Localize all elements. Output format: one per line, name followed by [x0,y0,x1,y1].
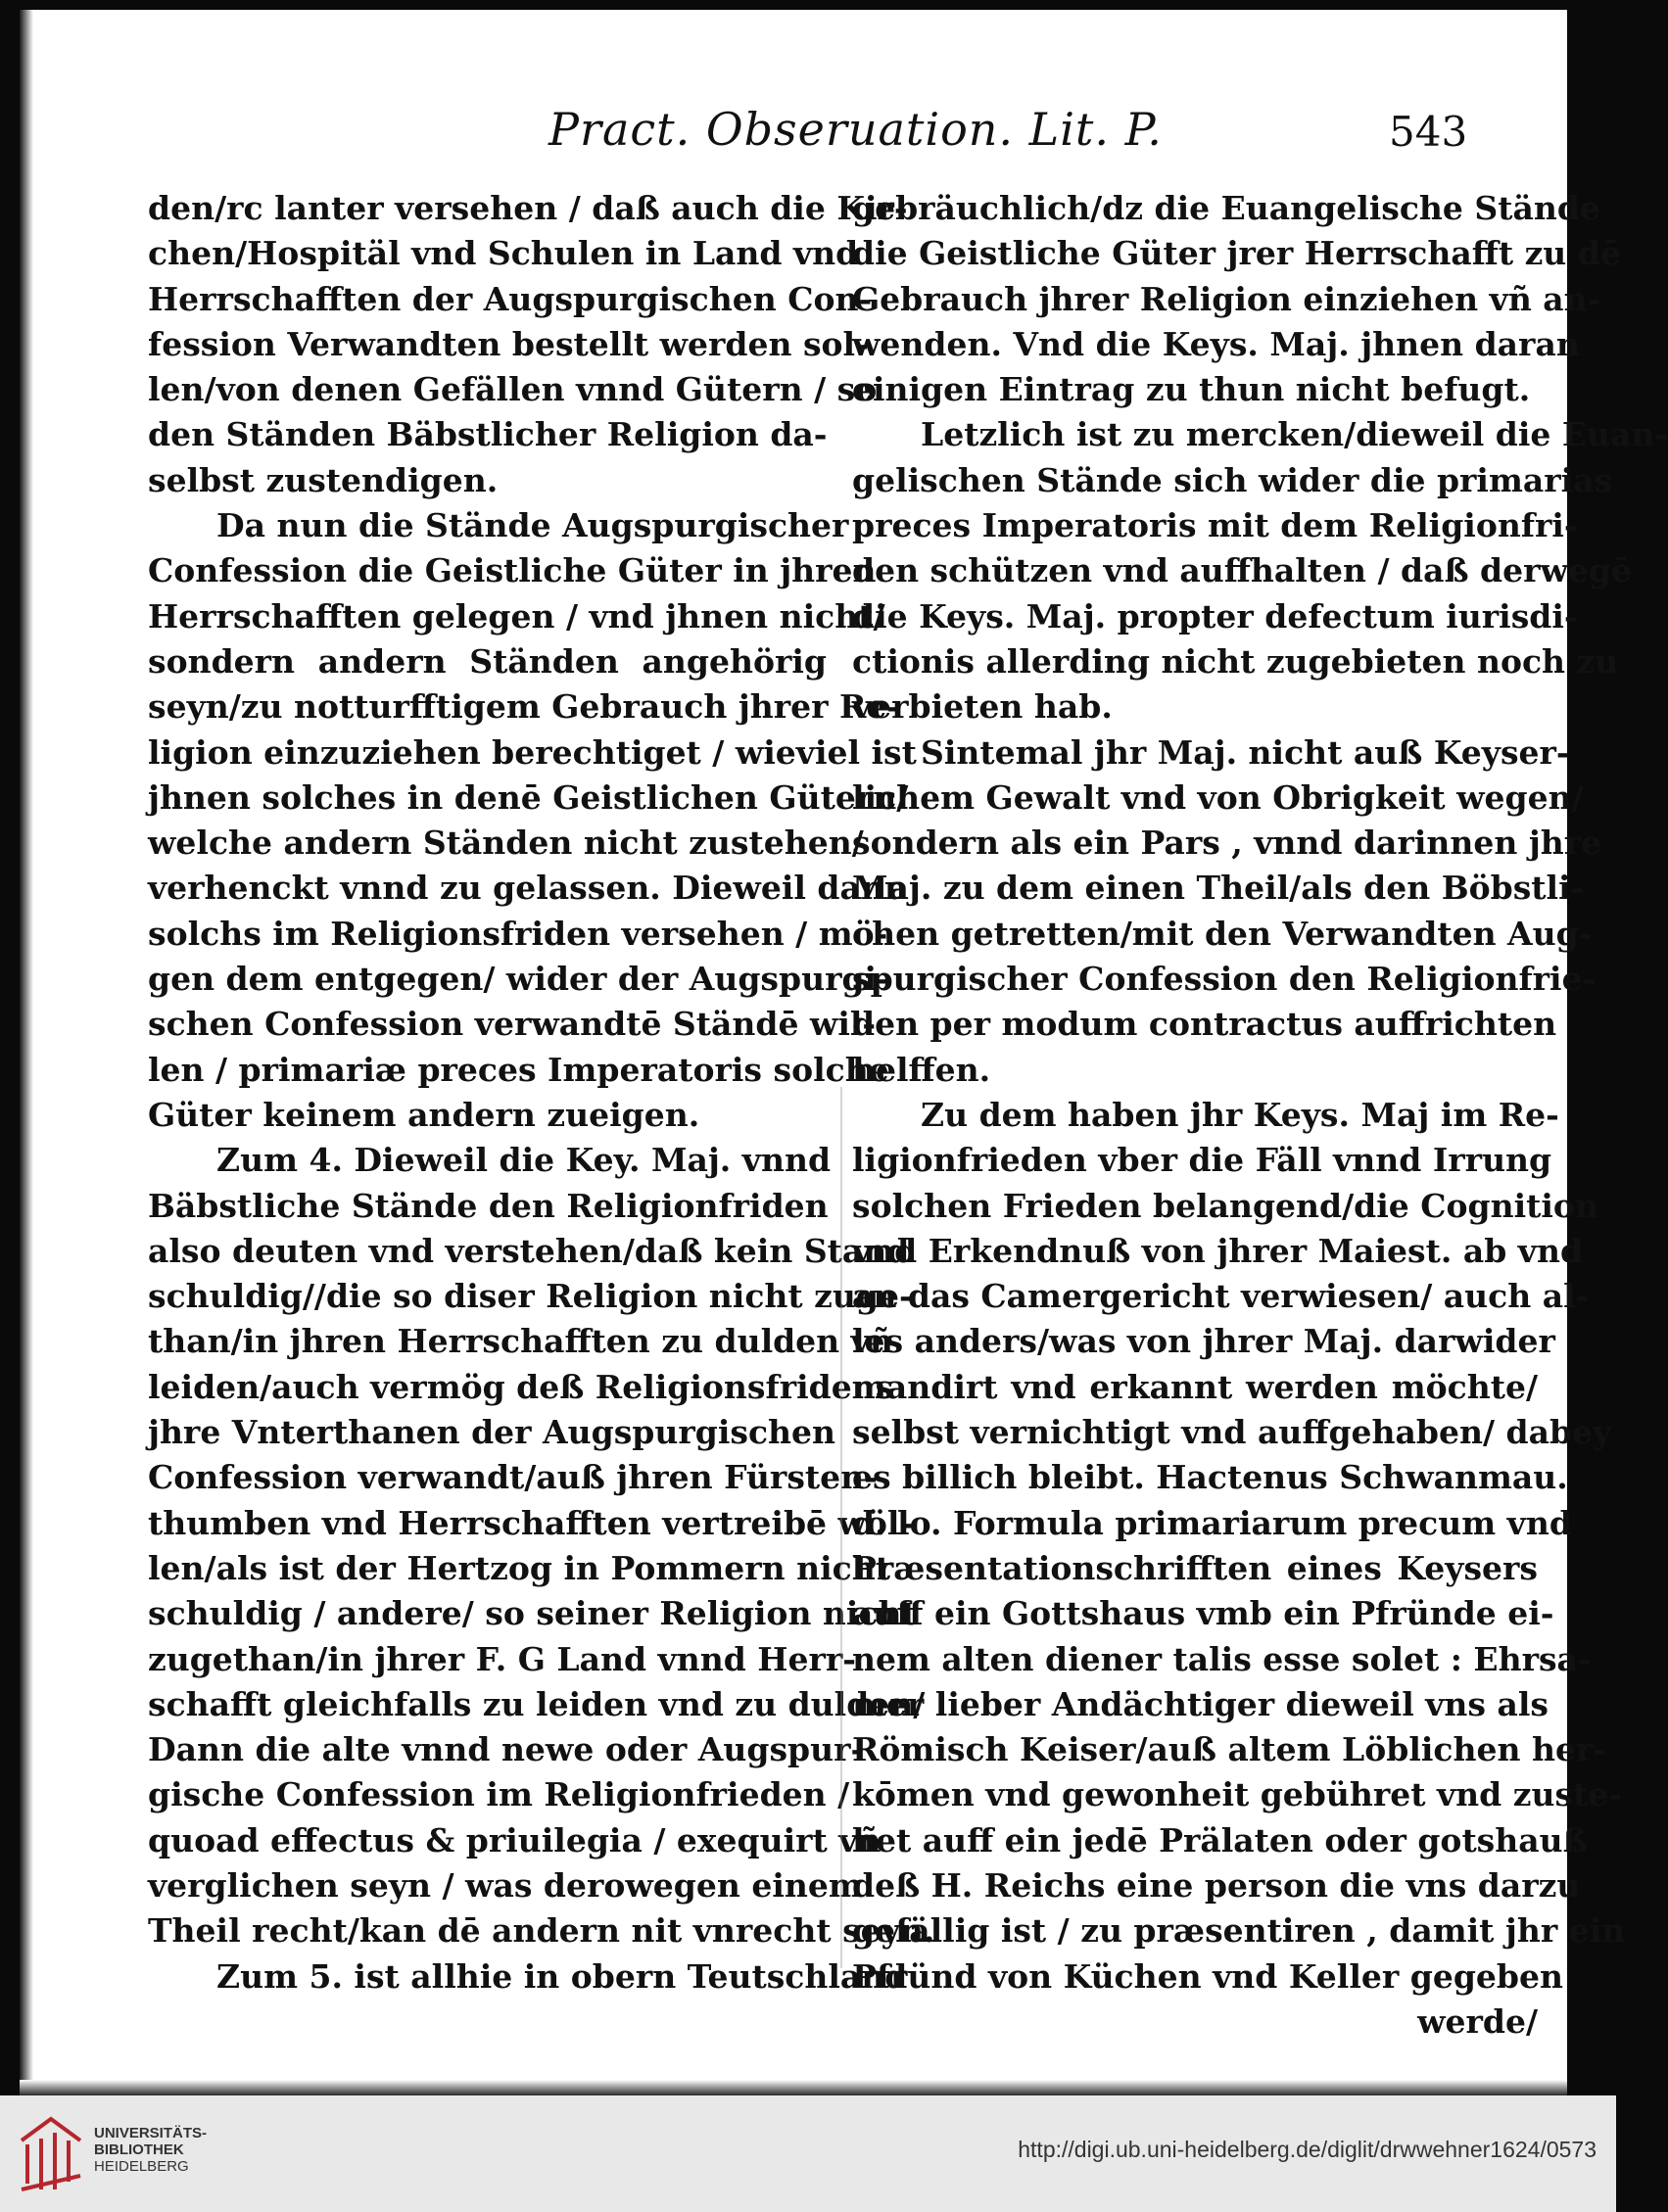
text-line: einigen Eintrag zu thun nicht befugt. [852,370,1531,409]
text-line: auff ein Gottshaus vmb ein Pfründe ei- [852,1594,1554,1633]
right-text-column [852,186,1668,2045]
text-line: ligion einzuziehen berechtiget / wieviel ist [148,732,917,772]
library-name-line-1: UNIVERSITÄTS- [94,2125,208,2141]
text-line: than/in jhren Herrschafften zu dulden vñ [148,1322,893,1361]
text-line: den schützen vnd auffhalten / daß derwegē [852,551,1632,590]
text-line: verhenckt vnnd zu gelassen. Dieweil dann [148,869,908,908]
text-line: schafft gleichfalls zu leiden vnd zu dulden/ [148,1684,926,1723]
text-line: Herrschafften der Augspurgischen Con- [148,279,873,318]
text-line: gische Confession im Religionfrieden / [148,1775,850,1814]
text-line: Römisch Keiser/auß altem Löblichen her- [852,1730,1607,1769]
text-line: schuldig / andere/ so seiner Religion nicht [148,1594,917,1633]
text-line: Gebrauch jhrer Religion einziehen vñ an- [852,279,1601,318]
text-line: preces Imperatoris mit dem Religionfri- [852,506,1578,545]
text-line: an das Camergericht verwiesen/ auch al- [852,1277,1590,1316]
text-line: len / primariæ preces Imperatoris solche [148,1050,889,1089]
text-line: Da nun die Stände Augspurgischer [216,506,849,545]
text-line: also deuten vnd verstehen/daß kein Stand [148,1231,910,1270]
text-line: solchs im Religionsfriden versehen / mö- [148,914,888,953]
text-line: het auff ein jedē Prälaten oder gotshauß [852,1820,1588,1859]
text-line: helffen. [852,1050,991,1089]
text-line: sondern andern Ständen angehörig [148,641,827,681]
column-divider [840,1087,842,1968]
text-line: d. lo. Formula primariarum precum vnd [852,1503,1572,1542]
viewer-footer [0,2095,1616,2212]
text-line: den Ständen Bäbstlicher Religion da- [148,415,828,454]
text-line: lichem Gewalt vnd von Obrigkeit wegen/ [852,777,1584,817]
text-line: Herrschafften gelegen / vnd jhnen nicht/ [148,596,885,635]
page-number: 543 [1389,108,1468,156]
text-line: Pfründ von Küchen vnd Keller gegeben [852,1956,1563,1996]
university-library-logo-icon[interactable] [16,2111,86,2195]
text-line: verbieten hab. [852,687,1113,727]
text-line: len/von denen Gefällen vnnd Gütern / so [148,370,878,409]
text-line: seyn/zu notturfftigem Gebrauch jhrer Re- [148,687,901,727]
text-line: solchen Frieden belangend/die Cognition [852,1186,1598,1225]
library-name[interactable] [94,2125,207,2175]
text-line: verglichen seyn / was derowegen einem [148,1865,863,1905]
text-line: ctionis allerding nicht zugebieten noch zu [852,641,1619,681]
text-line: Zu dem haben jhr Keys. Maj im Re- [921,1095,1559,1134]
text-line: spurgischer Confession den Religionfrie- [852,960,1597,999]
library-name-line-3: HEIDELBERG [94,2158,189,2175]
text-line: Maj. zu dem einen Theil/als den Böbstli- [852,869,1585,908]
page-bottom-shadow [20,2080,1567,2095]
text-line: nem alten diener talis esse solet : Ehrsa- [852,1639,1592,1678]
text-line: thumben vnd Herrschafften vertreibē wöl- [148,1503,914,1542]
binding-shadow [20,10,33,2095]
text-line: die Geistliche Güter jrer Herrschafft zu dē [852,234,1621,273]
text-line: gefällig ist / zu præsentiren , damit jhr ein [852,1911,1626,1951]
text-line: Confession verwandt/auß jhren Fürsten- [148,1458,878,1497]
text-line: quoad effectus & priuilegia / exequirt vñ [148,1820,882,1859]
text-line: les anders/was von jhrer Maj. darwider [852,1322,1555,1361]
text-line: werde/ [1417,2001,1538,2041]
text-line: welche andern Ständen nicht zustehen/ [148,824,864,863]
text-line: selbst zustendigen. [148,460,499,499]
text-line: gelischen Stände sich wider die primarias [852,460,1613,499]
text-line: Bäbstliche Stände den Religionfriden [148,1186,829,1225]
text-line: ligionfrieden vber die Fäll vnnd Irrung [852,1141,1552,1180]
text-line: mer lieber Andächtiger dieweil vns als [852,1684,1549,1723]
text-line: Dann die alte vnnd newe oder Augspur- [148,1730,865,1769]
text-line: kōmen vnd gewonheit gebühret vnd zuste- [852,1775,1622,1814]
text-line: gen dem entgegen/ wider der Augspurgi- [148,960,890,999]
text-line: die Keys. Maj. propter defectum iurisdi- [852,596,1578,635]
text-line: den per modum contractus auffrichten [852,1005,1557,1044]
text-line: sondern als ein Pars , vnnd darinnen jhre [852,824,1602,863]
text-line: den/rc lanter versehen / daß auch die Kir- [148,189,908,227]
text-line: schuldig//die so diser Religion nicht zuge- [148,1277,913,1316]
text-line: len/als ist der Hertzog in Pommern nicht [148,1548,890,1587]
text-line: schen Confession verwandtē Ständē wil- [148,1005,877,1044]
running-head: Pract. Obseruation. Lit. P. [548,103,1163,156]
permalink-url[interactable]: http://digi.ub.uni-heidelberg.de/diglit/drwwehner1624/0573 [1018,2137,1597,2162]
text-line: chen/Hospitäl vnd Schulen in Land vnd [148,234,859,273]
text-line: Theil recht/kan dē andern nit vnrecht seyn. [148,1911,935,1951]
text-line: wenden. Vnd die Keys. Maj. jhnen daran [852,324,1580,363]
text-line: es billich bleibt. Hactenus Schwanmau. [852,1458,1568,1497]
text-line: Zum 4. Dieweil die Key. Maj. vnnd [216,1141,832,1180]
text-line: mandirt vnd erkannt werden möchte/ [852,1367,1538,1406]
text-line: deß H. Reichs eine person die vns darzu [852,1865,1581,1905]
text-line: Sintemal jhr Maj. nicht auß Keyser- [921,732,1570,772]
text-line: Letzlich ist zu mercken/dieweil die Euan- [921,415,1668,454]
text-line: fession Verwandten bestellt werden sol- [148,324,869,363]
text-line: Zum 5. ist allhie in obern Teutschland [216,1956,908,1996]
text-line: chen getretten/mit den Verwandten Aug- [852,914,1593,953]
text-line: jhre Vnterthanen der Augspurgischen [148,1413,836,1452]
text-line: Confession die Geistliche Güter in jhren [148,551,877,590]
text-line: selbst vernichtigt vnd auffgehaben/ dabey [852,1413,1612,1452]
scanned-page [20,10,1668,2095]
text-line: Güter keinem andern zueigen. [148,1095,700,1134]
text-line: leiden/auch vermög deß Religionsfridens [148,1367,894,1406]
text-line: jhnen solches in denē Geistlichen Gütern/ [148,777,909,817]
text-line: Præsentationschrifften eines Keysers [852,1548,1538,1587]
text-line: zugethan/in jhrer F. G Land vnnd Herr- [148,1639,856,1678]
text-line: gebräuchlich/dz die Euangelische Stände [852,189,1600,227]
text-line: vnd Erkendnuß von jhrer Maiest. ab vnd [852,1231,1584,1270]
library-name-line-2: BIBLIOTHEK [94,2141,184,2158]
